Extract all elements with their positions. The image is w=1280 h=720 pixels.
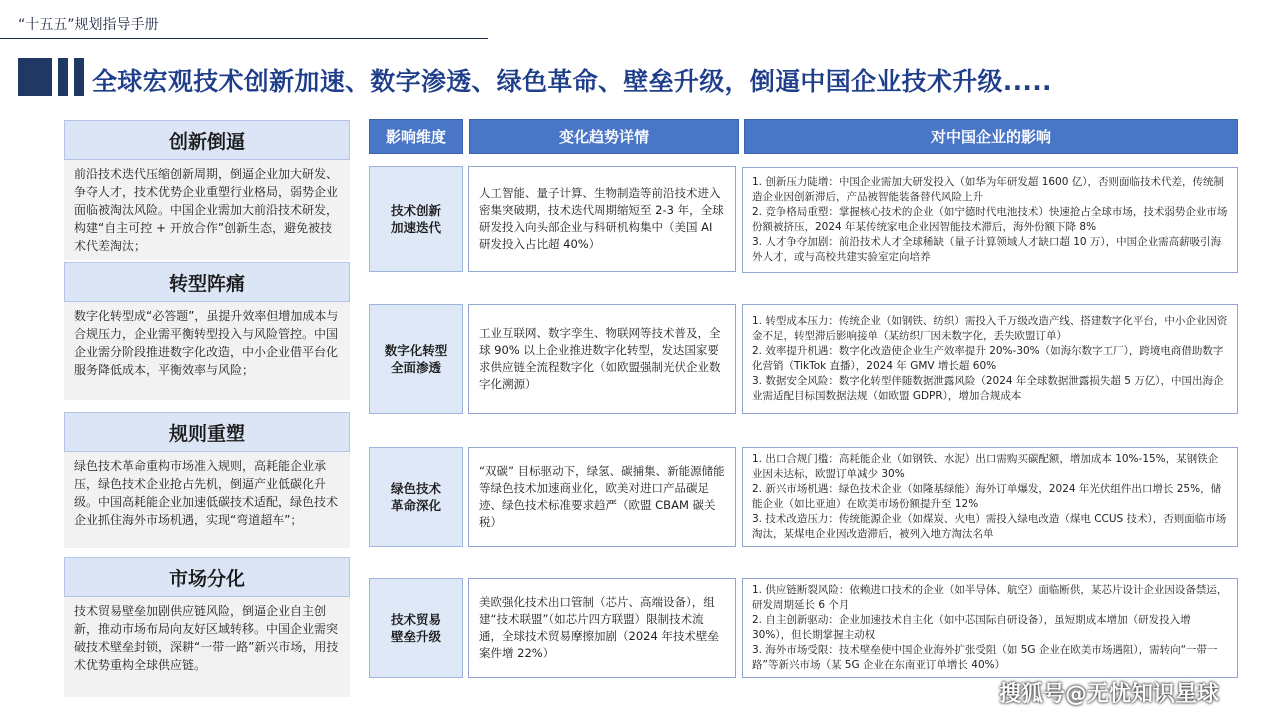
dimension-label: 技术创新 加速迭代 (390, 203, 441, 235)
impact-item: 1. 供应链断裂风险：依赖进口技术的企业（如半导体、航空）面临断供，某芯片设计企业因设备禁运，研发周期延长 6 个月 (752, 584, 1228, 611)
impact-item: 3. 数据安全风险：数字化转型伴随数据泄露风险（2024 年全球数据泄露损失超 5 万亿），中国出海企业需适配目标国数据法规（如欧盟 GDPR），增加合规成本 (752, 375, 1224, 402)
summary-card-text: 前沿技术迭代压缩创新周期，倒逼企业加大研发、争夺人才，技术优势企业重塑行业格局，弱势企业面临被淘汰风险。中国企业需加大前沿技术研发，构建“自主可控 + 开放合作”创新生态，避免被技术代差淘汰； (64, 160, 350, 260)
summary-card-innovation (64, 120, 350, 260)
impact-item: 1. 出口合规门槛：高耗能企业（如钢铁、水泥）出口需购买碳配额，增加成本 10%-15%，某钢铁企业因未达标，欧盟订单减少 30% (752, 453, 1219, 480)
impact-item: 3. 技术改造压力：传统能源企业（如煤炭、火电）需投入绿电改造（煤电 CCUS 技术），否则面临市场淘汰，某煤电企业因改造滞后，被列入地方淘汰名单 (752, 513, 1227, 540)
accent-bar-block (18, 58, 52, 96)
dimension-label: 数字化转型 全面渗透 (384, 343, 448, 375)
table-row-detail (468, 578, 736, 678)
impact-item: 2. 新兴市场机遇：绿色技术企业（如隆基绿能）海外订单爆发，2024 年光伏组件出口增长 25%，储能企业（如比亚迪）在欧美市场份额提升至 12% (752, 483, 1222, 510)
detail-text: “双碳” 目标驱动下，绿氢、碳捕集、新能源储能等绿色技术加速商业化，欧美对进口产品碳足迹、绿色技术标准要求趋严（欧盟 CBAM 碳关税） (479, 464, 725, 529)
table-row-detail (468, 447, 736, 547)
table-row-detail (468, 166, 736, 272)
table-header-impact: 对中国企业的影响 (744, 119, 1238, 154)
detail-text: 工业互联网、数字孪生、物联网等技术普及，全球 90% 以上企业推进数字化转型，发达国家要求供应链全流程数字化（如欧盟强制光伏企业数字化溯源） (479, 326, 721, 391)
header-divider (0, 38, 488, 39)
summary-card-market (64, 557, 350, 697)
summary-card-text: 数字化转型成“必答题”，虽提升效率但增加成本与合规压力，企业需平衡转型投入与风险管控。中国企业需分阶段推进数字化改造，中小企业借平台化服务降低成本，平衡效率与风险； (64, 302, 350, 400)
title-accent-bars (18, 58, 84, 96)
table-row-impact (742, 167, 1238, 273)
table-row-dimension (369, 166, 463, 272)
dimension-label: 绿色技术 革命深化 (390, 481, 441, 513)
summary-card-title: 规则重塑 (64, 412, 350, 452)
detail-text: 人工智能、量子计算、生物制造等前沿技术进入密集突破期，技术迭代周期缩短至 2-3 年，全球研发投入向头部企业与科研机构集中（美国 AI 研发投入占比超 40%） (479, 186, 724, 251)
summary-card-rules (64, 412, 350, 548)
accent-bar-thin (58, 58, 68, 96)
table-header-dimension: 影响维度 (369, 119, 463, 154)
dimension-label: 技术贸易 壁垒升级 (390, 612, 441, 644)
table-row-dimension (369, 304, 463, 414)
table-row-dimension (369, 447, 463, 547)
table-row-detail (468, 304, 736, 414)
accent-bar-thin (74, 58, 84, 96)
table-row-impact (742, 447, 1238, 547)
summary-card-title: 转型阵痛 (64, 262, 350, 302)
page-title: 全球宏观技术创新加速、数字渗透、绿色革命、壁垒升级，倒逼中国企业技术升级..... (92, 67, 1052, 96)
table-row-dimension (369, 578, 463, 678)
impact-item: 1. 创新压力陡增：中国企业需加大研发投入（如华为年研发超 1600 亿），否则面临技术代差，传统制造企业因创新滞后，产品被智能装备替代风险上升 (752, 176, 1225, 203)
detail-text: 美欧强化技术出口管制（芯片、高端设备），组建“技术联盟”（如芯片四方联盟）限制技术流通，全球技术贸易摩擦加剧（2024 年技术壁垒案件增 22%） (479, 595, 719, 660)
table-header-trend: 变化趋势详情 (469, 119, 739, 154)
table-row-impact (742, 304, 1238, 414)
table-row-impact (742, 578, 1238, 678)
summary-card-title: 创新倒逼 (64, 120, 350, 160)
impact-item: 2. 效率提升机遇：数字化改造使企业生产效率提升 20%-30%（如海尔数字工厂），跨境电商借助数字化营销（TikTok 直播），2024 年 GMV 增长超 60% (752, 345, 1224, 372)
impact-item: 1. 转型成本压力：传统企业（如钢铁、纺织）需投入千万级改造产线、搭建数字化平台，中小企业因资金不足，转型滞后影响接单（某纺织厂因未数字化，丢失欧盟订单） (752, 315, 1228, 342)
impact-item: 2. 竞争格局重塑：掌握核心技术的企业（如宁德时代电池技术）快速抢占全球市场，技术弱势企业市场份额被挤压，2024 年某传统家电企业因智能技术滞后，海外份额下降 8% (752, 206, 1228, 233)
impact-item: 3. 人才争夺加剧：前沿技术人才全球稀缺（量子计算领域人才缺口超 10 万），中国企业需高薪吸引海外人才，或与高校共建实验室定向培养 (752, 236, 1222, 263)
summary-card-title: 市场分化 (64, 557, 350, 597)
impact-item: 3. 海外市场受限：技术壁垒使中国企业海外扩张受阻（如 5G 企业在欧美市场遇阻），需转向“一带一路”等新兴市场（某 5G 企业在东南亚订单增长 40%） (752, 644, 1218, 671)
summary-card-text: 绿色技术革命重构市场准入规则，高耗能企业承压，绿色技术企业抢占先机，倒逼产业低碳化升级。中国高耗能企业加速低碳技术适配，绿色技术企业抓住海外市场机遇，实现“弯道超车”； (64, 452, 350, 548)
summary-card-transformation (64, 262, 350, 400)
watermark-text: 搜狐号@无忧知识星球 (999, 682, 1220, 707)
summary-card-text: 技术贸易壁垒加剧供应链风险，倒逼企业自主创新，推动市场布局向友好区域转移。中国企业需突破技术壁垒封锁，深耕“一带一路”新兴市场，用技术优势重构全球供应链。 (64, 597, 350, 697)
impact-item: 2. 自主创新驱动：企业加速技术自主化（如中芯国际自研设备），虽短期成本增加（研发投入增 30%），但长期掌握主动权 (752, 614, 1191, 641)
doc-header-title: “十五五”规划指导手册 (18, 17, 159, 33)
